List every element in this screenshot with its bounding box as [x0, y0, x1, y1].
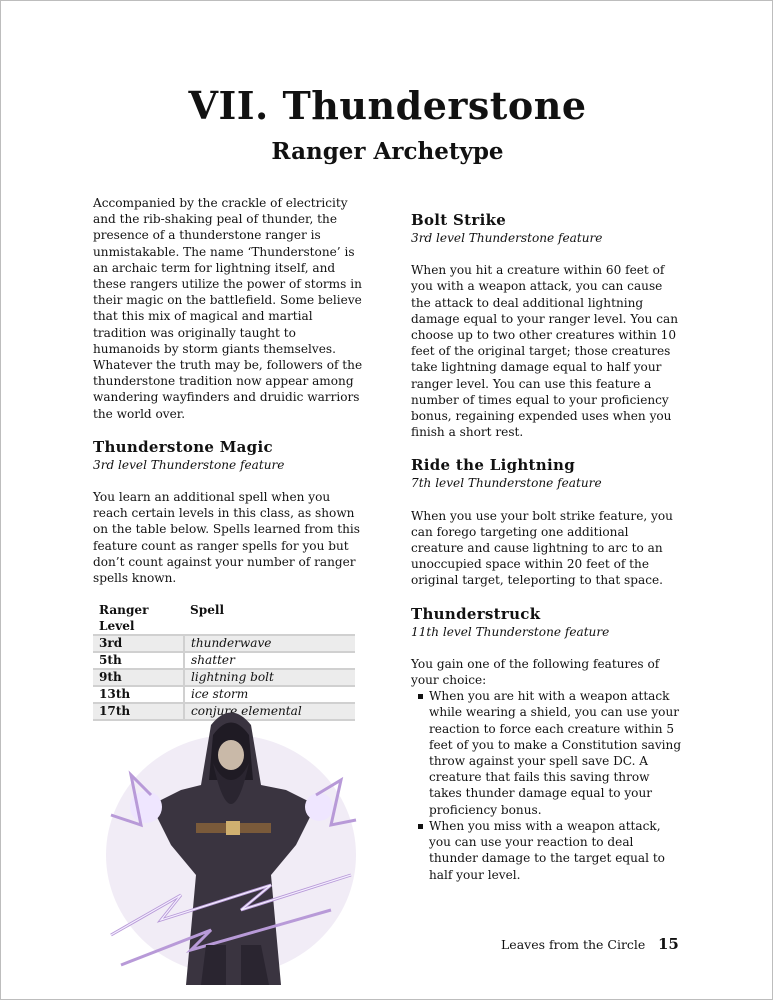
page-number: 15 — [658, 935, 679, 953]
level-cell: 3rd — [93, 635, 184, 652]
page-subtitle: Ranger Archetype — [271, 138, 504, 165]
list-item: When you miss with a weapon attack, you can use your reaction to deal thunder damage to the target equal to half your level. — [429, 818, 683, 883]
level-cell: 13th — [93, 686, 184, 703]
spell-cell: thunderwave — [184, 635, 355, 652]
spell-cell: lightning bolt — [184, 669, 355, 686]
footer-book-title: Leaves from the Circle — [501, 937, 646, 952]
level-cell: 5th — [93, 652, 184, 669]
level-cell: 17th — [93, 703, 184, 720]
section-body: When you hit a creature within 60 feet of you with a weapon attack, you can cause the attack to deal additional lightning damage equal to your ranger level. You can choose up to two other creatures within 10 feet of the original target; those creatures take lightning damage equal to half your ranger level. You can use this feature a number of times equal to your proficiency bonus, regaining expended uses when you finish a short rest. — [411, 263, 678, 440]
feature-level: 3rd level Thunderstone feature — [411, 231, 603, 245]
section-body: You gain one of the following features of your choice: — [411, 656, 660, 688]
table-row — [93, 669, 355, 686]
section-heading: Bolt Strike — [411, 211, 507, 229]
section-heading: Thunderstone Magic — [93, 437, 273, 456]
table-header-spell: Spell — [190, 603, 225, 618]
page-title: VII. Thunderstone — [188, 83, 587, 128]
table-header-level: Ranger Level — [99, 603, 149, 634]
right-column — [411, 211, 683, 883]
section-heading: Thunderstruck — [411, 604, 541, 623]
section-heading: Ride the Lightning — [411, 456, 575, 475]
spell-cell: shatter — [184, 652, 355, 669]
intro-paragraph: Accompanied by the crackle of electricity and the rib-shaking peal of thunder, the presence of a thunderstone ranger is unmistakable. The name ‘Thunderstone’ is an archaic term for lightning itself, and these rangers utilize the power of storms in their magic on the battlefield. Some believe that this mix of magical and martial tradition was originally taught to humanoids by storm giants themselves. Whatever the truth may be, followers of the thunderstone tradition now appear among wandering wayfinders and druidic warriors the world over. — [93, 196, 363, 421]
section-body: When you use your bolt strike feature, you can forego targeting one additional creature and cause lightning to arc to an unoccupied space within 20 feet of the original target, teleporting to that space. — [411, 508, 673, 588]
spell-cell: ice storm — [184, 686, 355, 703]
feature-level: 3rd level Thunderstone feature — [93, 457, 285, 472]
feature-level: 7th level Thunderstone feature — [411, 476, 602, 491]
list-item: When you are hit with a weapon attack while wearing a shield, you can use your reaction to force each creature within 5 feet of you to make a Constitution saving throw against your spell save DC. A creature that fails this saving throw takes thunder damage equal to your proficiency bonus. — [429, 689, 682, 817]
option-list — [411, 688, 683, 882]
spell-cell: conjure elemental — [184, 703, 355, 720]
level-cell: 9th — [93, 669, 184, 686]
section-body: You learn an additional spell when you reach certain levels in this class, as shown on the table below. Spells learned from this feature count as ranger spells for you but don’t count against your number of ranger spells known. — [93, 490, 360, 586]
feature-level: 11th level Thunderstone feature — [411, 624, 610, 639]
table-row — [93, 652, 355, 669]
table-row — [93, 635, 355, 652]
left-column — [93, 195, 365, 721]
thunderstone-ranger-illustration — [91, 695, 371, 985]
